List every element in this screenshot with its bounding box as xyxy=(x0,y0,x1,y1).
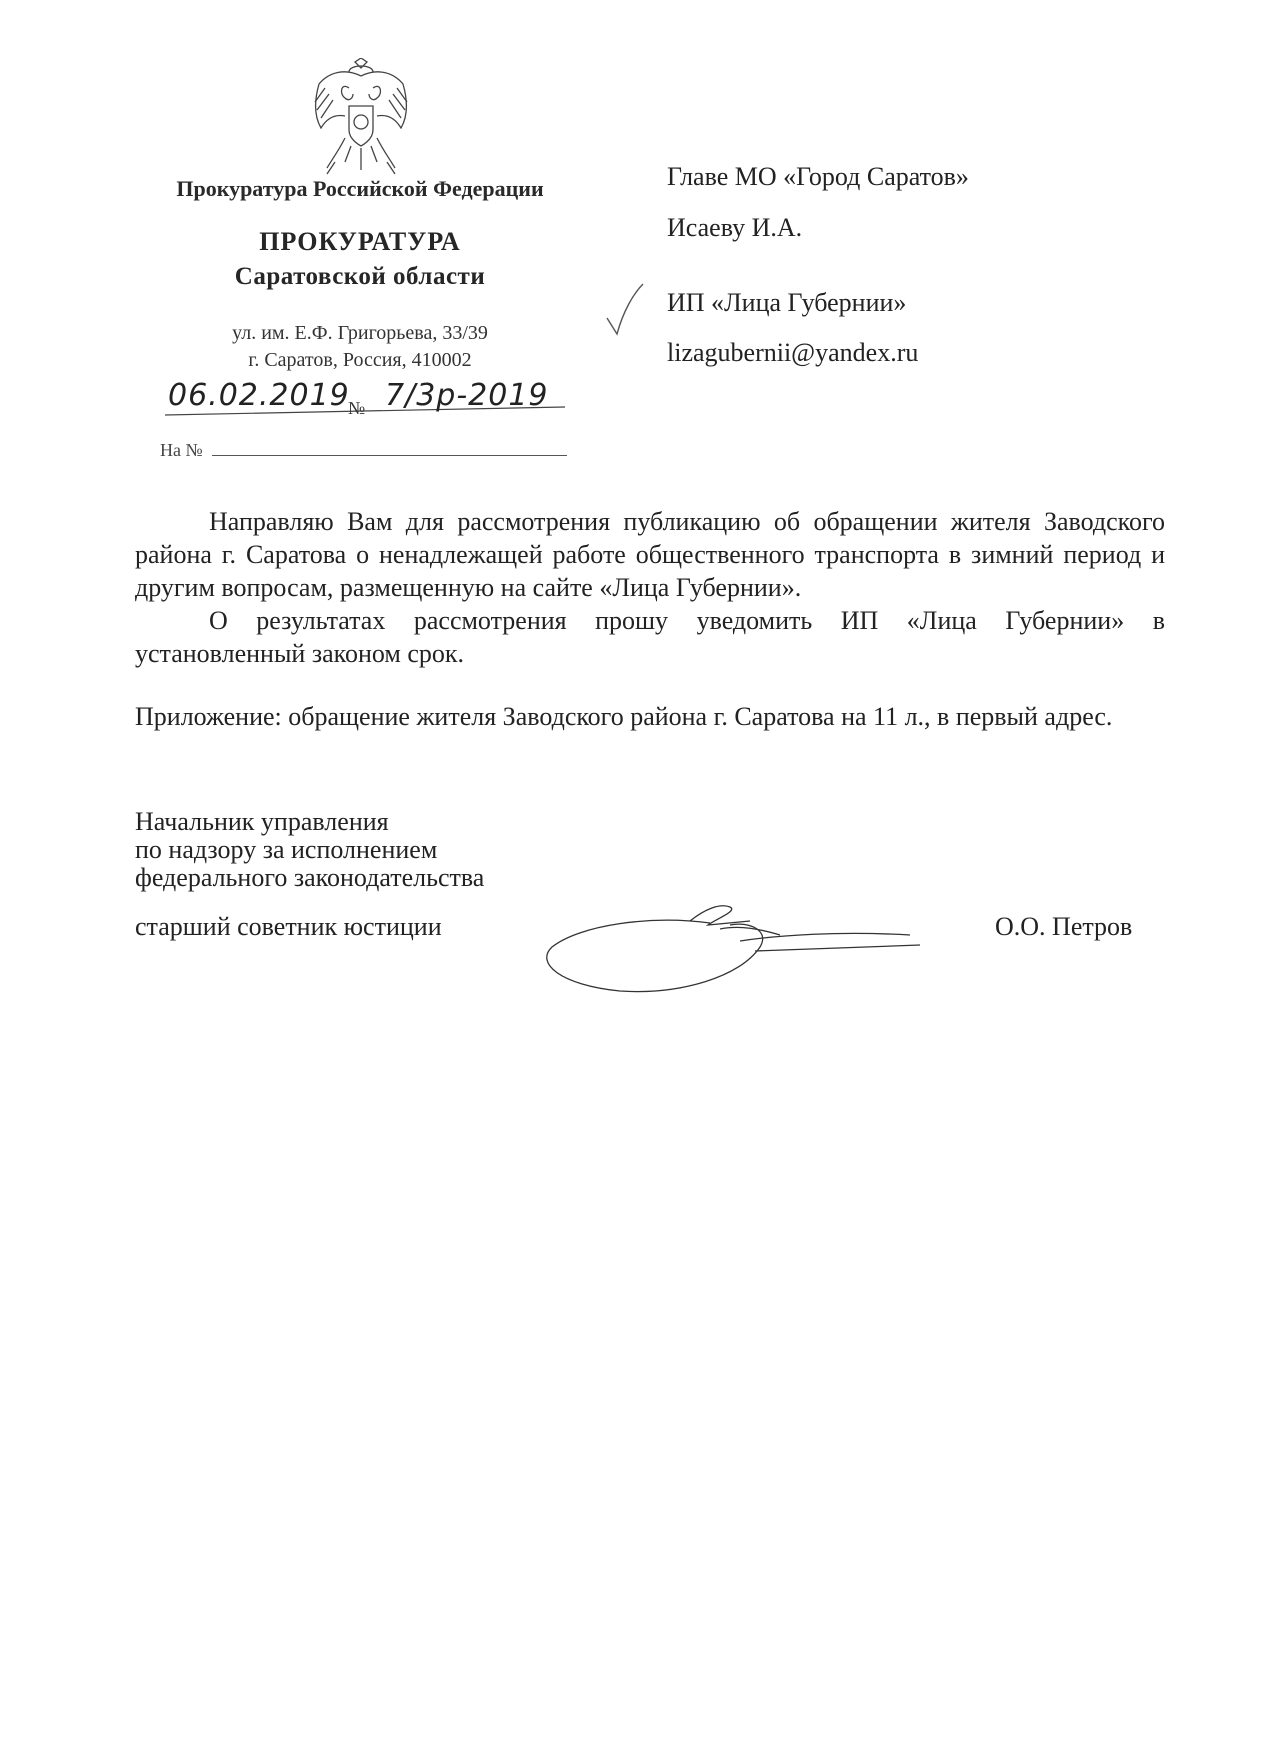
signatory-rank: старший советник юстиции xyxy=(135,912,442,941)
letter-number: 7/3р-2019 xyxy=(385,378,549,413)
office-subtitle: Саратовской области xyxy=(234,263,486,290)
signatory-title-line-2: по надзору за исполнением xyxy=(135,835,438,864)
checkmark-icon xyxy=(603,282,645,340)
address-line-2: г. Саратов, Россия, 410002 xyxy=(248,349,472,371)
recipient-email: lizagubernii@yandex.ru xyxy=(667,338,919,367)
body-paragraph-2: О результатах рассмотрения прошу уведомить ИП «Лица Губернии» в установленный законом срок. xyxy=(135,606,1165,668)
number-sign: № xyxy=(348,398,366,418)
reference-line xyxy=(212,455,567,456)
body-paragraph-1: Направляю Вам для рассмотрения публикацию об обращении жителя Заводского района г. Саратова о ненадлежащей работе общественного транспорта в зимний период и другим вопросам, размещенную на сайте «Лица Губернии». xyxy=(135,507,1165,602)
signatory-name: О.О. Петров xyxy=(995,912,1133,941)
handwritten-signature xyxy=(540,895,930,1010)
signatory-title xyxy=(135,808,484,892)
recipient-1: Главе МО «Город Саратов» xyxy=(667,162,969,191)
russian-coat-of-arms-icon xyxy=(305,58,417,178)
recipient-2: Исаеву И.А. xyxy=(667,213,803,242)
organization-name: Прокуратура Российской Федерации xyxy=(176,176,544,201)
signatory-title-line-3: федерального законодательства xyxy=(135,863,485,892)
office-title: ПРОКУРАТУРА xyxy=(259,227,461,256)
recipient-3: ИП «Лица Губернии» xyxy=(667,288,907,317)
attachment-note: Приложение: обращение жителя Заводского района г. Саратова на 11 л., в первый адрес. xyxy=(135,702,1113,731)
letter-date: 06.02.2019 xyxy=(168,378,350,413)
address-line-1: ул. им. Е.Ф. Григорьева, 33/39 xyxy=(232,322,488,344)
reference-label: На № xyxy=(160,440,203,460)
signatory-title-line-1: Начальник управления xyxy=(135,807,389,836)
